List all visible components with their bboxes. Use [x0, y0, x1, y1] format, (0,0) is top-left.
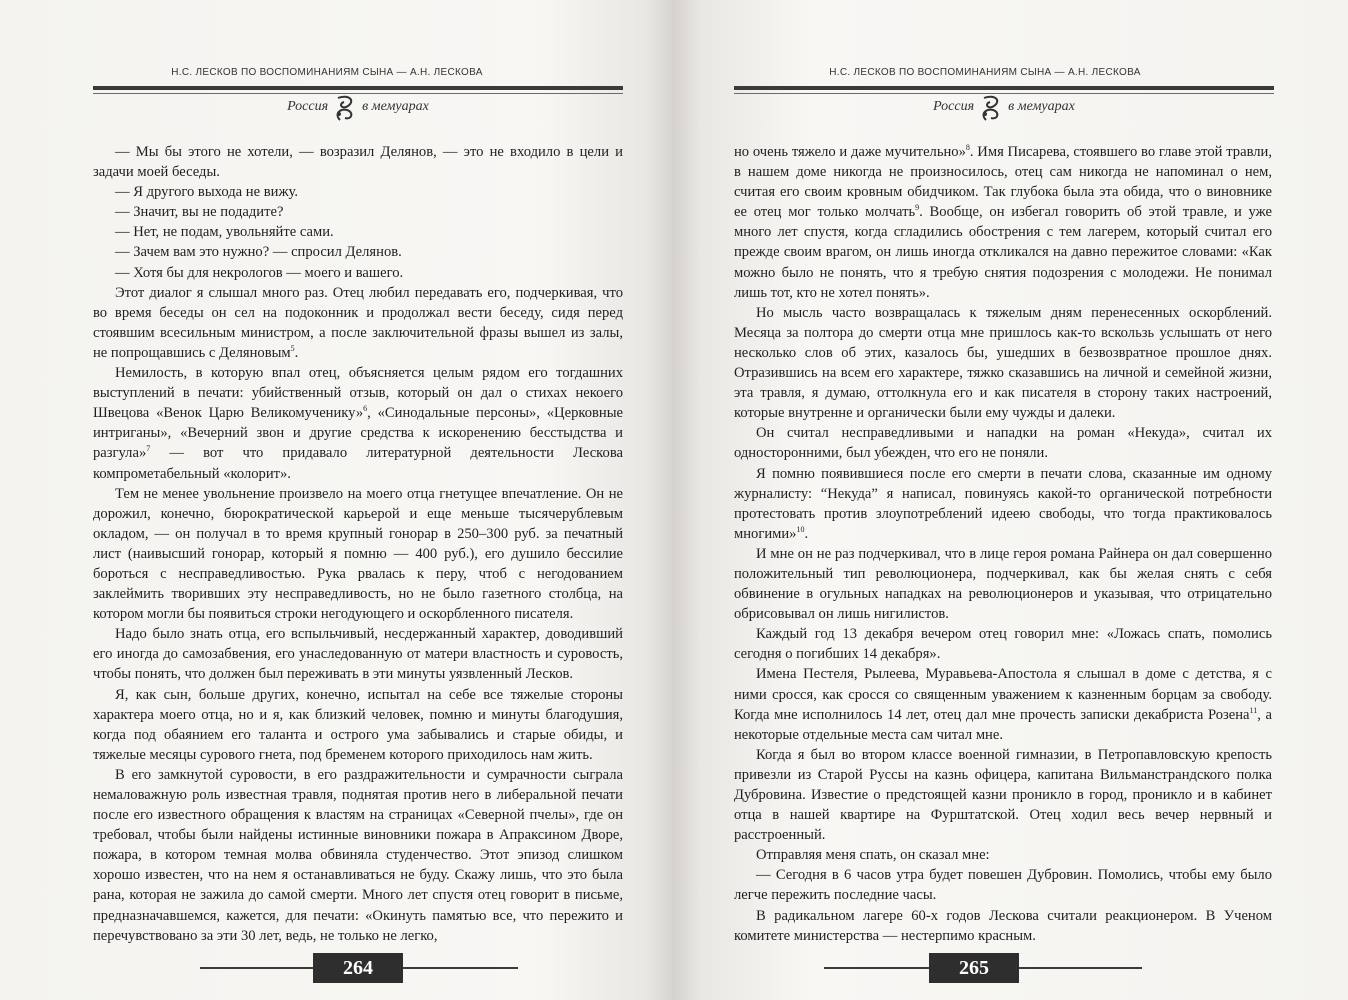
paragraph: Каждый год 13 декабря вечером отец говорил мне: «Ложась спать, помолись сегодня о погибших 14 декабря». — [734, 626, 1272, 663]
paragraph: Надо было знать отца, его вспыльчивый, несдержанный характер, доводивший его иногда до самозабвения, его унаследованную от матери властность и суровость, чтобы понять, что должен был переживать в эти минуты уязвленный Лесков. — [93, 626, 623, 683]
paragraph: — Я другого выхода не вижу. — [115, 184, 299, 201]
paragraph: И мне он не раз подчеркивал, что в лице героя романа Райнера он дал совершенно положительный тип революционера, подчеркивал, как бы желая снять с себя обвинение в огульных нападках на революционеров и указывая, что отрицательно обрисовывал он лишь нигилистов. — [734, 545, 1272, 623]
paragraph: Он считал несправедливыми и нападки на роман «Некуда», считал их односторонними, был убежден, что его не поняли. — [734, 425, 1272, 462]
series-title-right: в мемуарах — [1008, 99, 1075, 114]
footnote-ref: 9 — [915, 203, 920, 213]
header-rule-thick — [93, 86, 623, 90]
page-number: 264 — [313, 953, 403, 983]
series-title-left: Россия — [933, 99, 975, 114]
paragraph: В его замкнутой суровости, в его раздражительности и сумрачности сыграла немаловажную роль известная травля, поднятая против него в либеральной печати после его известного обращения к властям на страницах «Северной пчелы», где он требовал, чтобы были найдены истинные виновники пожара в Апраксином Дворе, пожара, в котором темная молва обвиняла студенчество. Этот эпизод слишком хорошо известен, что на нем я останавливаться не буду. Скажу лишь, что это была рана, которая не зажила до самой смерти. Много лет спустя отец говорит в письме, предназначавшемся, кажется, для печати: «Окинуть памятью все, что пережито и перечувствовано за эти 30 лет, ведь, не только не легко, — [93, 766, 623, 944]
footnote-ref: 5 — [290, 344, 295, 354]
header-rule-thick — [734, 86, 1274, 90]
paragraph: но очень тяжело и даже мучительно»$^8$. Имя Писарева, стоявшего во главе этой травли, в нашем доме никогда не произносилось, отец сам никогда не напоминал о нем, считая его своим кровным обидчиком. Так глубока была эта обида, что о виновнике ее отец мог только молчать$^9$. Вообще, он избегал говорить об этой травле, и уже много лет спустя, когда сгладились обострения с тем лагерем, который считал его прежде своим врагом, он лишь иногда откликался на давно пережитое словами: «Как можно было не понять, что я требую снятия подозрения с молодежи. Не понимал лишь тот, кто не хотел понять». — [734, 143, 1273, 301]
running-head: Н.С. ЛЕСКОВ ПО ВОСПОМИНАНИЯМ СЫНА — А.Н. ЛЕСКОВА — [171, 67, 483, 78]
paragraph: — Значит, вы не подадите? — [115, 204, 284, 221]
paragraph: — Зачем вам это нужно? — спросил Делянов. — [115, 244, 402, 261]
right-page — [674, 0, 1348, 1000]
paragraph: — Мы бы этого не хотели, — возразил Делянов, — это не входило в цели и задачи моей беседы. — [93, 144, 623, 181]
paragraph: Но мысль часто возвращалась к тяжелым дням перенесенных оскорблений. Месяца за полтора до смерти отца мне пришлось как-то вскользь услышать от него несколько слов об этих, казалось бы, ушедших в безвозвратное прошлое днях. Отразившись на всем его характере, тяжко сказавшись на личной и семейной жизни, эта травля, я думаю, оттолкнула его и как писателя в сторону таких настроений, которые внутренне и органически были ему чужды и далеки. — [734, 304, 1272, 422]
paragraph: — Хотя бы для некрологов — моего и вашего. — [115, 264, 404, 281]
series-title-right: в мемуарах — [362, 99, 429, 114]
paragraph: — Сегодня в 6 часов утра будет повешен Дубровин. Помолись, чтобы ему было легче пережить последние часы. — [734, 867, 1272, 904]
paragraph: Этот диалог я слышал много раз. Отец любил передавать его, подчеркивая, что во время беседы он сел на подоконник и продолжал вести беседу, сидя перед стоявшим всесильным министром, а после заключительной фразы вышел из залы, не попрощавшись с Деляновым$^5$. — [93, 284, 623, 361]
series-title — [93, 92, 623, 122]
paragraph: В радикальном лагере 60-х годов Лескова считали реакционером. В Ученом комитете министерства — нестерпимо красным. — [734, 907, 1272, 944]
footnote-ref: 7 — [146, 444, 151, 454]
footnote-ref: 8 — [965, 143, 970, 153]
page-number: 265 — [929, 953, 1019, 983]
paragraph: Имена Пестеля, Рылеева, Муравьева-Апостола я слышал в доме с детства, я с ними сросся, как сросся со священным уважением к казненным борцам за свободу. Когда мне исполнилось 14 лет, отец дал мне прочесть записки декабриста Розена$^{11}$, а некоторые отдельные места сам читал мне. — [734, 666, 1272, 743]
paragraph: Немилость, в которую впал отец, объясняется целым рядом его тогдашних выступлений в печати: убийственный отзыв, который он дал о стихах некоего Швецова «Венок Царю Великомученику»$^6$, «Синодальные персоны», «Церковные интриганы», «Вечерний звон и другие средства к искоренению бесстыдства и разгула»$^7$ — вот что придавало литературной деятельности Лескова компрометабельный «колорит». — [93, 365, 624, 482]
series-logo-icon — [976, 92, 1006, 122]
paragraph: Я помню появившиеся после его смерти в печати слова, сказанные им одному журналисту: “Некуда” я написал, повинуясь какой-то органической потребности протестовать против злоупотреблений идеею свободы, что тогда практиковалось многими»$^{10}$. — [734, 465, 1272, 542]
series-title-left: Россия — [287, 99, 329, 114]
right-body-text — [734, 142, 1272, 946]
paragraph: Тем не менее увольнение произвело на моего отца гнетущее впечатление. Он не дорожил, конечно, бюрократической карьерой и еще меньше тысячерублевым окладом, — он получал в то время крупный гонорар в 250–300 руб. за печатный лист (наивысший гонорар, который я помню — 400 руб.), его душило бессилие бороться с несправедливостью. Рука рвалась к перу, чтоб с негодованием заклеймить творивших эту несправедливость, но не было газетного столбца, на котором могли бы появиться строки негодующего и оскорбленного писателя. — [93, 485, 623, 623]
paragraph: Я, как сын, больше других, конечно, испытал на себе все тяжелые стороны характера моего отца, но и я, как близкий человек, помню и минуты благодушия, когда под обаянием его таланта и острого ума забывались и старые обиды, и тяжелые месяцы сурового гнета, под бременем которого приходилось нам жить. — [93, 686, 623, 763]
series-logo-icon — [330, 92, 360, 122]
footnote-ref: 6 — [363, 404, 368, 414]
paragraph: Когда я был во втором классе военной гимназии, в Петропавловскую крепость привезли из Старой Руссы на казнь офицера, капитана Вильманстрандского полка Дубровина. Известие о предстоящей казни проникло в город, проникло и в кабинет отца в нашей квартире на Фурштатской. Отец ходил весь вечер нервный и расстроенный. — [734, 746, 1272, 844]
footnote-ref: 11 — [1249, 705, 1258, 715]
paragraph: Отправляя меня спать, он сказал мне: — [756, 847, 990, 864]
paragraph: — Нет, не подам, увольняйте сами. — [115, 224, 334, 241]
footnote-ref: 10 — [796, 524, 805, 534]
left-body-text — [93, 142, 623, 946]
series-title — [734, 92, 1274, 122]
running-head: Н.С. ЛЕСКОВ ПО ВОСПОМИНАНИЯМ СЫНА — А.Н. ЛЕСКОВА — [829, 67, 1141, 78]
